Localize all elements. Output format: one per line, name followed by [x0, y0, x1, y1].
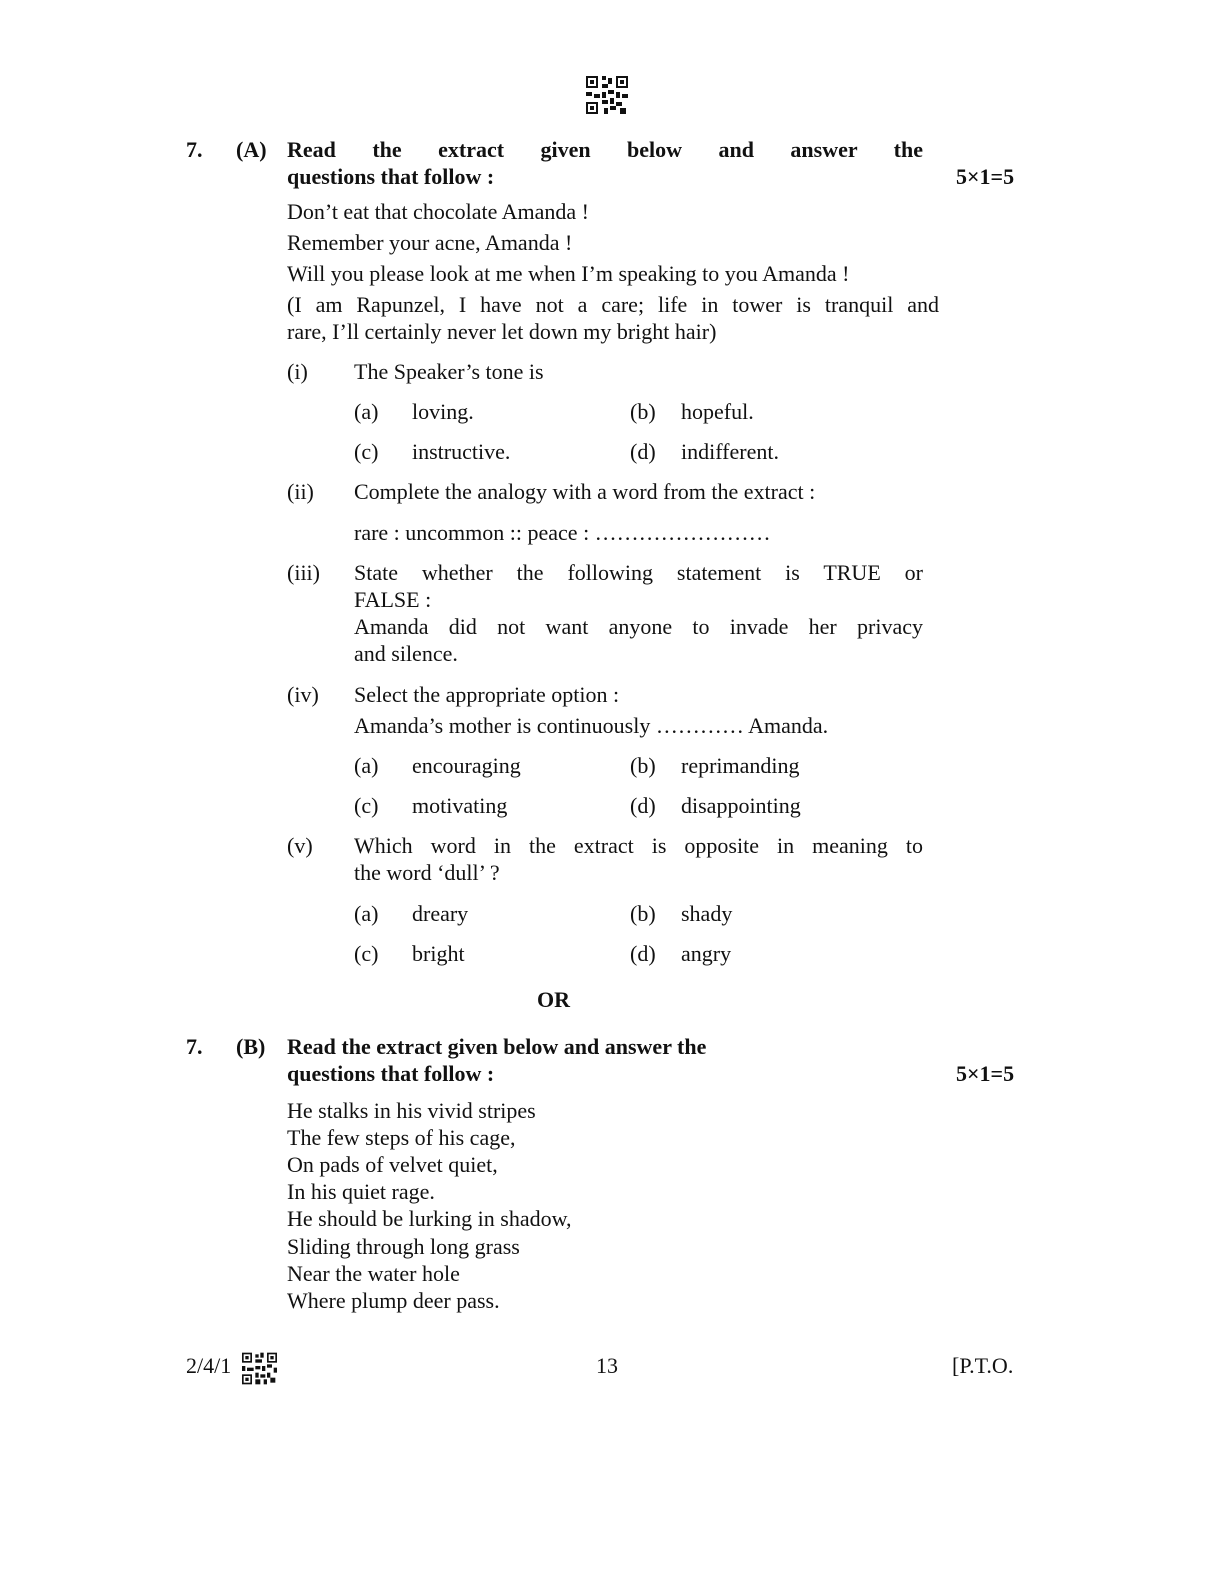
option-label: (c) — [354, 439, 379, 464]
poem-line: In his quiet rage. — [287, 1179, 435, 1204]
extract-line: (I am Rapunzel, I have not a care; life in tower is tranquil and — [287, 292, 939, 317]
sub-question-number: (iv) — [287, 682, 319, 707]
analogy-line: rare : uncommon :: peace : …………………… — [354, 520, 771, 545]
sub-question-text: Which word in the extract is opposite in meaning to — [354, 833, 923, 858]
sub-question-text: FALSE : — [354, 587, 432, 612]
option-text: dreary — [412, 901, 469, 926]
option-label: (d) — [630, 941, 656, 966]
poem-line: He stalks in his vivid stripes — [287, 1098, 536, 1123]
marks-label: 5×1=5 — [956, 164, 1015, 189]
sub-question-number: (ii) — [287, 479, 314, 504]
extract-line: rare, I’ll certainly never let down my bright hair) — [287, 319, 717, 344]
sub-question-text: Select the appropriate option : — [354, 682, 620, 707]
sub-question-text: Complete the analogy with a word from the extract : — [354, 479, 816, 504]
option-label: (c) — [354, 941, 379, 966]
extract-line: Don’t eat that chocolate Amanda ! — [287, 199, 589, 224]
poem-line: He should be lurking in shadow, — [287, 1206, 572, 1231]
option-text: instructive. — [412, 439, 511, 464]
marks-label: 5×1=5 — [956, 1061, 1015, 1086]
qr-code-icon — [586, 76, 628, 114]
option-text: bright — [412, 941, 465, 966]
question-instruction: Read the extract given below and answer the — [287, 1034, 707, 1059]
option-label: (a) — [354, 901, 379, 926]
option-label: (d) — [630, 793, 656, 818]
statement-text: Amanda did not want anyone to invade her privacy — [354, 614, 923, 639]
question-instruction-cont: questions that follow : — [287, 1061, 495, 1086]
option-text: reprimanding — [681, 753, 800, 778]
option-label: (c) — [354, 793, 379, 818]
option-label: (b) — [630, 399, 656, 424]
sub-question-number: (v) — [287, 833, 313, 858]
question-number: 7. — [186, 137, 203, 162]
option-text: encouraging — [412, 753, 521, 778]
question-part-label: (A) — [236, 137, 267, 162]
or-separator: OR — [537, 987, 570, 1012]
option-text: loving. — [412, 399, 474, 424]
poem-line: The few steps of his cage, — [287, 1125, 516, 1150]
option-text: indifferent. — [681, 439, 779, 464]
sub-question-text: The Speaker’s tone is — [354, 359, 544, 384]
page-number: 13 — [596, 1353, 618, 1378]
option-label: (d) — [630, 439, 656, 464]
sub-question-number: (i) — [287, 359, 308, 384]
option-text: hopeful. — [681, 399, 754, 424]
option-text: disappointing — [681, 793, 801, 818]
option-label: (a) — [354, 753, 379, 778]
extract-line: Will you please look at me when I’m speaking to you Amanda ! — [287, 261, 850, 286]
poem-line: Where plump deer pass. — [287, 1288, 500, 1313]
question-instruction-cont: questions that follow : — [287, 164, 495, 189]
option-label: (b) — [630, 753, 656, 778]
poem-line: Near the water hole — [287, 1261, 460, 1286]
sub-question-text: the word ‘dull’ ? — [354, 860, 500, 885]
qr-code-icon — [242, 1352, 277, 1385]
sub-question-number: (iii) — [287, 560, 320, 585]
option-label: (b) — [630, 901, 656, 926]
poem-line: On pads of velvet quiet, — [287, 1152, 498, 1177]
paper-code: 2/4/1 — [186, 1353, 232, 1378]
question-number: 7. — [186, 1034, 203, 1059]
sub-question-text: State whether the following statement is TRUE or — [354, 560, 923, 585]
poem-line: Sliding through long grass — [287, 1234, 520, 1259]
option-text: angry — [681, 941, 732, 966]
statement-text: and silence. — [354, 641, 458, 666]
option-label: (a) — [354, 399, 379, 424]
please-turn-over: [P.T.O. — [952, 1353, 1014, 1378]
extract-line: Remember your acne, Amanda ! — [287, 230, 573, 255]
option-text: motivating — [412, 793, 508, 818]
question-instruction: Read the extract given below and answer the — [287, 137, 923, 162]
sub-question-text: Amanda’s mother is continuously ………… Amanda. — [354, 713, 829, 738]
question-part-label: (B) — [236, 1034, 266, 1059]
option-text: shady — [681, 901, 733, 926]
